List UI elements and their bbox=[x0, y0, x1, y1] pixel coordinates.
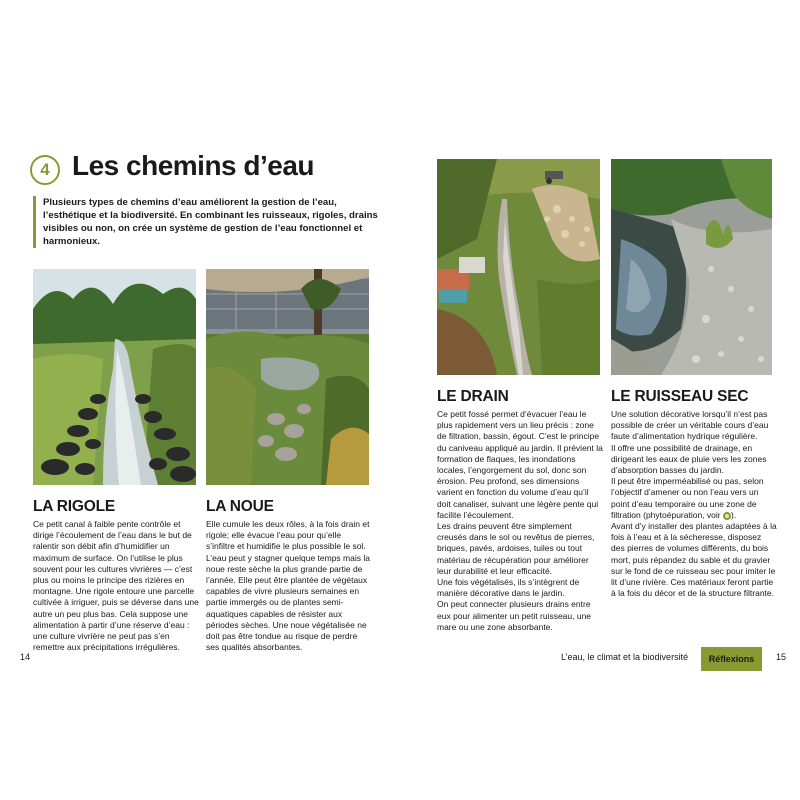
photo-drain bbox=[437, 159, 600, 375]
paragraph-rigole: Ce petit canal à faible pente contrôle et dirige l’écoulement de l’eau dans le but de ralentir son débit afin d’humidifier un maximum de surface. On l’utilise le plus souvent pour les cultures vivrières — c’est plus ou moins le principe des rizières en montagne. Une rigole entoure une parcelle cultivée à irriguer, puis se déverse dans une autre un peu plus bas. Cela suppose une alimentation à partir d’une réserve d’eau : une culture vivrière ne peut pas s’en remettre aux précipitations irrégulières. bbox=[33, 519, 199, 653]
text-ruisseau-sec bbox=[611, 409, 777, 599]
heading-drain: LE DRAIN bbox=[437, 388, 509, 405]
circle-reference-icon bbox=[723, 512, 731, 520]
paragraph-ruisseau-2: Il offre une possibilité de drainage, en dirigeant les eaux de pluie vers les zones d’absorption basses du jardin. bbox=[611, 442, 767, 476]
page-number-right: 15 bbox=[776, 652, 787, 662]
intro-paragraph: Plusieurs types de chemins d’eau améliorent la gestion de l’eau, l’esthétique et la biodiversité. En combinant les ruisseaux, rigoles, drains visibles ou non, on crée un système de gestion de l’eau fonctionnel et harmonieux. bbox=[33, 196, 385, 248]
section-badge: Réflexions bbox=[701, 647, 762, 671]
book-title: L’eau, le climat et la biodiversité bbox=[561, 652, 689, 662]
text-noue bbox=[206, 519, 372, 653]
section-number: 4 bbox=[30, 155, 60, 185]
paragraph-drain-1: Ce petit fossé permet d’évacuer l’eau le plus rapidement vers un lieu précis : zone de filtration, bassin, égout. C’est le principe du caniveau appliqué au jardin. Il prévient la formation de flaques, les inondations locales, l’engorgement du sol, donc son érosion. Peu profond, ses dimensions varient en fonction du volume d’eau qu’il doit canaliser, suivant une légère pente qui facilite l’écoulement. bbox=[437, 409, 603, 520]
paragraph-ruisseau-4: Avant d’y installer des plantes adaptées à la fois à l’eau et à la sécheresse, disposez des pierres de volumes différents, du bois mort, puis répandez du sable et du gravier sur le fond de ce ruisseau sec pour imiter le lit d’une rivière. Ces matériaux feront partie à la fois du décor et de la structure filtrante. bbox=[611, 521, 777, 599]
paragraph-drain-3: Une fois végétalisés, ils s’intègrent de manière décorative dans le jardin. bbox=[437, 577, 580, 599]
paragraph-ruisseau-3 bbox=[611, 476, 777, 521]
heading-noue: LA NOUE bbox=[206, 498, 274, 515]
paragraph-ruisseau-1: Une solution décorative lorsqu’il n’est pas possible de créer un véritable cours d’eau faute d’alimentation hydrique régulière. bbox=[611, 409, 769, 442]
heading-ruisseau-sec: LE RUISSEAU SEC bbox=[611, 388, 749, 405]
page-number-left: 14 bbox=[20, 652, 31, 662]
text-rigole bbox=[33, 519, 199, 653]
paragraph-noue: Elle cumule les deux rôles, à la fois drain et rigole; elle évacue l’eau pour qu’elle s’infiltre et humidifie le plus possible le sol. L’eau peut y stagner quelque temps mais la noue reste sèche la plus grande partie de l’année. Elle peut être plantée de végétaux capables de vivre plusieurs semaines en partie immergés ou de plantes semi-aquatiques capables de résister aux périodes sèches. Une noue végétalisée ne doit pas être tondue au risque de perdre ses qualités absorbantes. bbox=[206, 519, 370, 653]
paragraph-ruisseau-3-end: ). bbox=[730, 509, 737, 520]
photo-ruisseau-sec bbox=[611, 159, 772, 375]
page-title: Les chemins d’eau bbox=[72, 150, 315, 181]
paragraph-ruisseau-3-text: Il peut être imperméabilisé ou pas, selon l’objectif d’amener ou non l’eau vers un point d’eau temporaire ou une zone de filtration (phytoépuration, voir bbox=[611, 476, 764, 520]
photo-rigole bbox=[33, 269, 196, 485]
paragraph-drain-4: On peut connecter plusieurs drains entre eux pour alimenter un petit ruisseau, une mare ou une zone absorbante. bbox=[437, 599, 592, 632]
paragraph-drain-2: Les drains peuvent être simplement creusés dans le sol ou revêtus de pierres, briques, pavés, ardoises, tuiles ou tout matériau de récupération pour améliorer leur durabilité et leur efficacité. bbox=[437, 521, 595, 576]
photo-noue bbox=[206, 269, 369, 485]
heading-rigole: LA RIGOLE bbox=[33, 498, 116, 515]
text-drain bbox=[437, 409, 603, 633]
